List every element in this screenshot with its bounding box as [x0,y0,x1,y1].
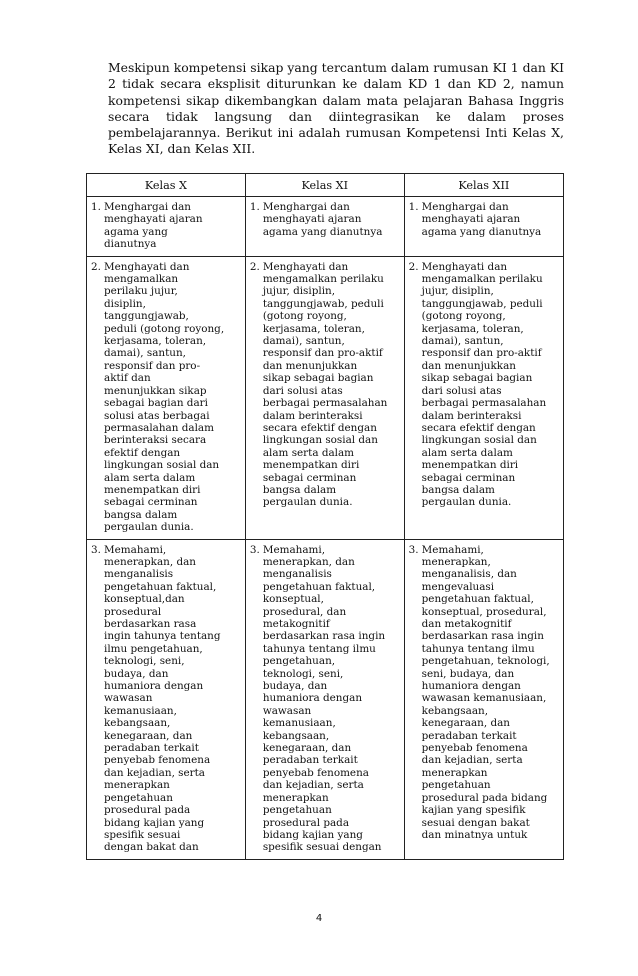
cell-text: Memahami, menerapkan, dan menganalisis pengetahuan faktual, konseptual, prosedural, dan metakognitif berdasarkan rasa ingin tahunya tentang ilmu pengetahuan, teknologi, seni, budaya, dan humaniora dengan wawasan kemanusiaan, kebangsaan, kenegaraan, dan peradaban terkait penyebab fenomena dan kejadian, serta menerapkan pengetahuan prosedural pada bidang kajian yang spesifik sesuai dengan [262,543,386,854]
cell-text: Memahami, menerapkan, menganalisis, dan mengevaluasi pengetahuan faktual, konseptual, prosedural, dan metakognitif berdasarkan rasa ingin tahunya tentang ilmu pengetahuan, teknologi, seni, budaya, dan humaniora dengan wawasan kemanusiaan, kebangsaan, kenegaraan, dan peradaban terkait penyebab fenomena dan kejadian, serta menerapkan pengetahuan prosedural pada bidang kajian yang spesifik sesuai dengan bakat dan minatnya untuk [421,543,550,841]
intro-paragraph: Meskipun kompetensi sikap yang tercantum dalam rumusan KI 1 dan KI 2 tidak secara eksplisit diturunkan ke dalam KD 1 dan KD 2, namun kompetensi sikap dikembangkan dalam mata pelajaran Bahasa Inggris secara tidak langsung dan diintegrasikan ke dalam proses pembelajarannya. Berikut ini adalah rumusan Kompetensi Inti Kelas X, Kelas XI, dan Kelas XII. [108,60,564,157]
cell-text: Menghayati dan mengamalkan perilaku jujur, disiplin, tanggungjawab, peduli (gotong royong, kerjasama, toleran, damai), santun, responsif dan pro-aktif dan menunjukkan sikap sebagai bagian dari solusi atas berbagai permasalahan dalam berinteraksi secara efektif dengan lingkungan sosial dan alam serta dalam menempatkan diri sebagai cerminan bangsa dalam pergaulan dunia. [421,260,547,509]
item-number: 1. [91,201,101,213]
table-cell [404,256,563,539]
header-kelas-xi: Kelas XI [245,174,404,197]
cell-text: Memahami, menerapkan, dan menganalisis pengetahuan faktual, konseptual,dan prosedural berdasarkan rasa ingin tahunya tentang ilmu pengetahuan, teknologi, seni, budaya, dan humaniora dengan wawasan kemanusiaan, kebangsaan, kenegaraan, dan peradaban terkait penyebab fenomena dan kejadian, serta menerapkan pengetahuan prosedural pada bidang kajian yang spesifik sesuai dengan bakat dan [104,543,221,854]
header-kelas-xii: Kelas XII [404,174,563,197]
item-number: 1. [408,201,419,213]
table-row [87,256,564,539]
table-row [87,197,564,257]
item-number: 1. [249,201,260,213]
page-number: 4 [315,913,323,924]
cell-text: Menghayati dan mengamalkan perilaku jujur, disiplin, tanggungjawab, peduli (gotong royong, kerjasama, toleran, damai), santun, responsif dan pro- aktif dan menunjukkan sikap sebagai bagian dari solusi atas berbagai permasalahan dalam berinteraksi secara efektif dengan lingkungan sosial dan alam serta dalam menempatkan diri sebagai cerminan bangsa dalam pergaulan dunia. [104,260,225,534]
table-cell [87,256,246,539]
cell-text: Menghargai dan menghayati ajaran agama yang dianutnya [421,201,542,238]
kompetensi-inti-table [86,173,564,860]
table-cell [87,197,246,257]
table-cell [404,197,563,257]
table-cell [87,539,246,859]
table-header-row [87,174,564,197]
cell-text: Menghargai dan menghayati ajaran agama yang dianutnya [262,201,383,238]
item-number: 3. [408,543,419,556]
item-number: 3. [249,543,260,556]
table-cell [245,197,404,257]
item-number: 2. [408,260,419,273]
item-number: 3. [91,543,101,556]
item-number: 2. [91,260,101,273]
cell-text: Menghayati dan mengamalkan perilaku jujur, disiplin, tanggungjawab, peduli (gotong royong, kerjasama, toleran, damai), santun, responsif dan pro-aktif dan menunjukkan sikap sebagai bagian dari solusi atas berbagai permasalahan dalam berinteraksi secara efektif dengan lingkungan sosial dan alam serta dalam menempatkan diri sebagai cerminan bangsa dalam pergaulan dunia. [262,260,388,509]
item-number: 2. [249,260,260,273]
cell-text: Menghargai dan menghayati ajaran agama yang dianutnya [104,201,203,251]
table-cell [404,539,563,859]
table-cell [245,256,404,539]
header-kelas-x: Kelas X [87,174,246,197]
table-row [87,539,564,859]
table-cell [245,539,404,859]
